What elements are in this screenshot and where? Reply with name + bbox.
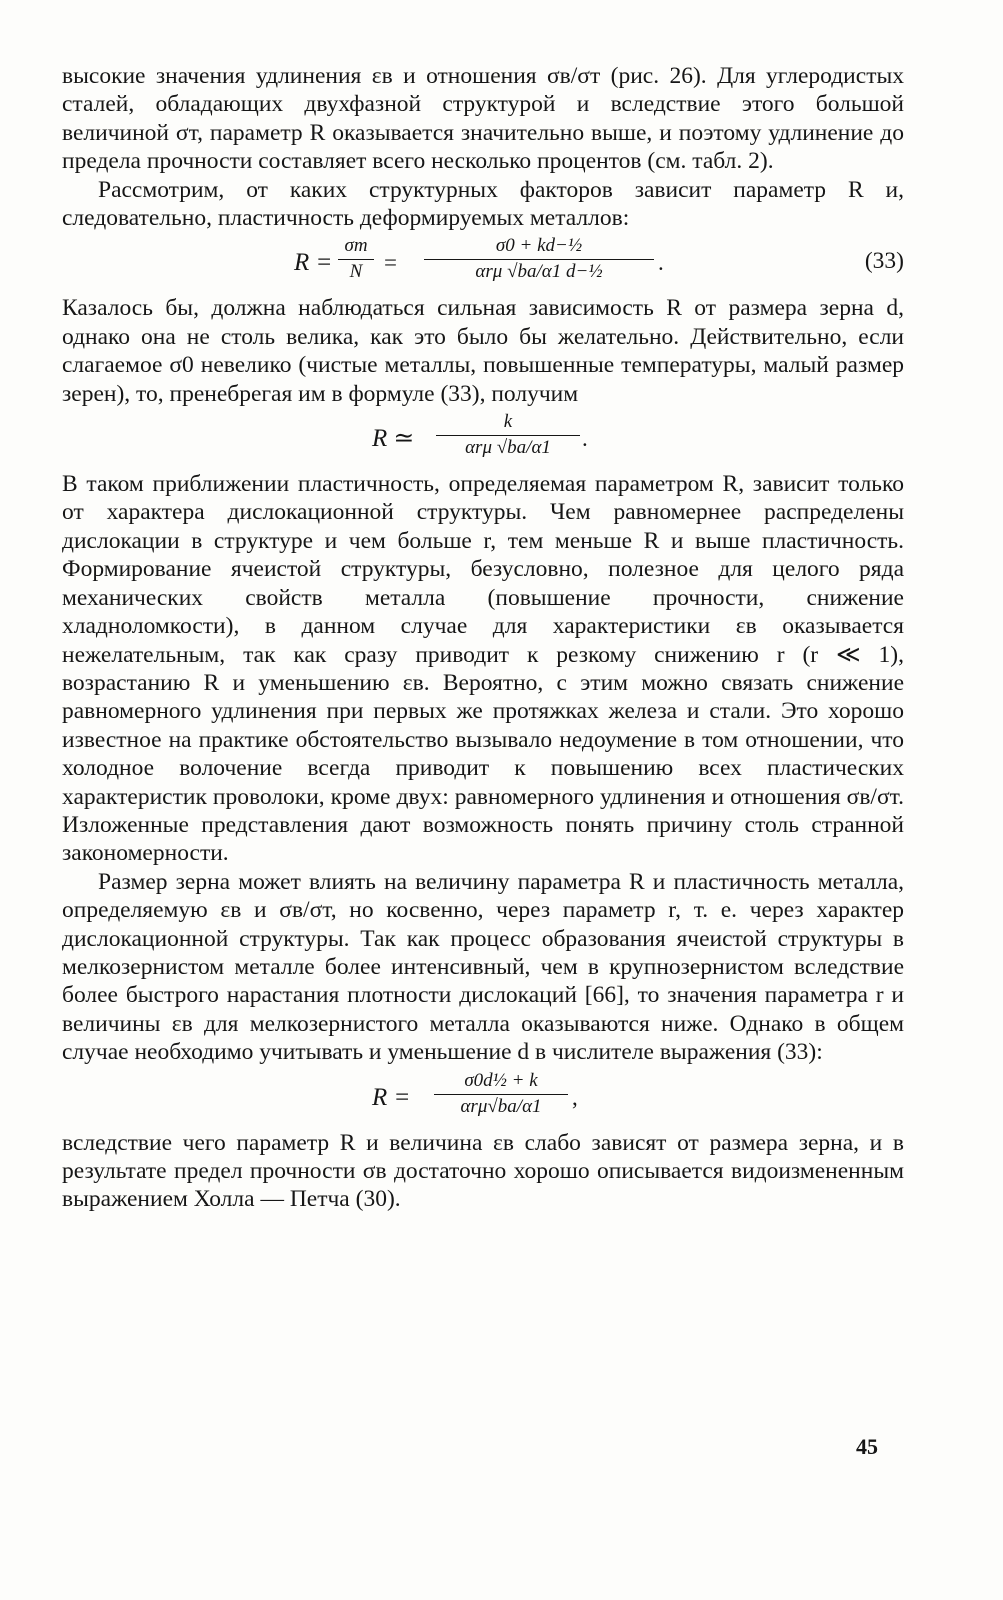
fraction-bar xyxy=(436,435,580,436)
eq33-equals: = xyxy=(384,250,397,276)
eq-approx-denominator: αrμ √ba/α1 xyxy=(465,437,551,459)
equation-full xyxy=(62,1068,904,1128)
fraction-bar xyxy=(434,1094,568,1095)
eq33-fraction-2 xyxy=(424,235,654,283)
paragraph-6: вследствие чего параметр R и величина εв слабо зависят от размера зерна, и в результате предел прочности σв достаточно хорошо описывается видоизмененным выражением Холла — Петча (30). xyxy=(62,1129,904,1213)
paragraph-3: Казалось бы, должна наблюдаться сильная зависимость R от размера зерна d, однако она не столь велика, как это было бы желательно. Действительно, если слагаемое σ0 невелико (чистые металлы, повышенные температуры, малый размер зерен), то, пренебрегая им в формуле (33), получим xyxy=(62,295,904,407)
eq33-lhs: R = xyxy=(294,249,333,277)
equation-approx xyxy=(62,409,904,469)
eq-full-denominator: αrμ√ba/α1 xyxy=(460,1095,542,1117)
eq-full-numerator: σ0d½ + k xyxy=(464,1069,538,1091)
eq-full-lhs: R = xyxy=(372,1083,411,1111)
eq33-f1-denominator: N xyxy=(349,261,363,283)
paragraph-4: В таком приближении пластичность, определяемая параметром R, зависит только от характера дислокационной структуры. Чем равномернее распределены дислокации в структуре и чем больше r, тем меньше R и выше пластичность. Формирование ячеистой структуры, безусловно, полезное для целого ряда механических свойств металла (повышение прочности, снижение хладноломкости), в данном случае для характеристики εв оказывается нежелательным, так как сразу приводит к резкому снижению r (r ≪ 1), возрастанию R и уменьшению εв. Вероятно, с этим можно связать снижение равномерного удлинения при первых же протяжках железа и стали. Это хорошо известное на практике обстоятельство вызывало недоумение в том отношении, что холодное волочение всегда приводит к повышению всех пластических характеристик проволоки, кроме двух: равномерного удлинения и отношения σв/σт. Изложенные представления дают возможность понять причину столь странной закономерности. xyxy=(62,471,904,867)
eq33-fraction-1 xyxy=(338,235,374,283)
paragraph-2: Рассмотрим, от каких структурных факторов зависит параметр R и, следовательно, пластичность деформируемых металлов: xyxy=(62,176,904,232)
eq-approx-fraction xyxy=(436,411,580,459)
paragraph-1: высокие значения удлинения εв и отношения σв/σт (рис. 26). Для углеродистых сталей, обладающих двухфазной структурой и вследствие этого большой величиной σт, параметр R оказывается значительно выше, и поэтому удлинение до предела прочности составляет всего несколько процентов (см. табл. 2). xyxy=(62,63,904,175)
fraction-bar xyxy=(424,259,654,260)
page-number: 45 xyxy=(856,1434,878,1459)
equation-number: (33) xyxy=(864,248,904,275)
eq33-f2-denominator: αrμ √ba/α1 d−½ xyxy=(475,261,603,283)
eq-approx-lhs: R ≃ xyxy=(372,425,415,453)
fraction-bar xyxy=(338,259,374,260)
eq33-f2-numerator: σ0 + kd−½ xyxy=(495,235,583,257)
equation-33 xyxy=(62,233,904,293)
eq33-period: . xyxy=(658,250,664,276)
paragraph-5: Размер зерна может влиять на величину параметра R и пластичность металла, определяемую εв и σв/σт, но косвенно, через параметр r, т. е. через характер дислокационной структуры. Так как процесс образования ячеистой структуры в мелкозернистом металле более интенсивный, чем в крупнозернистом вследствие более быстрого нарастания плотности дислокаций [66], то значения параметра r и величины εв для мелкозернистого металла оказываются ниже. Однако в общем случае необходимо учитывать и уменьшение d в числителе выражения (33): xyxy=(62,868,904,1066)
eq-full-comma: , xyxy=(572,1084,578,1110)
eq-approx-numerator: k xyxy=(503,411,513,433)
eq33-f1-numerator: σт xyxy=(344,235,368,257)
eq-approx-period: . xyxy=(582,426,588,452)
text-column xyxy=(62,62,904,1214)
eq-full-fraction xyxy=(434,1070,568,1118)
